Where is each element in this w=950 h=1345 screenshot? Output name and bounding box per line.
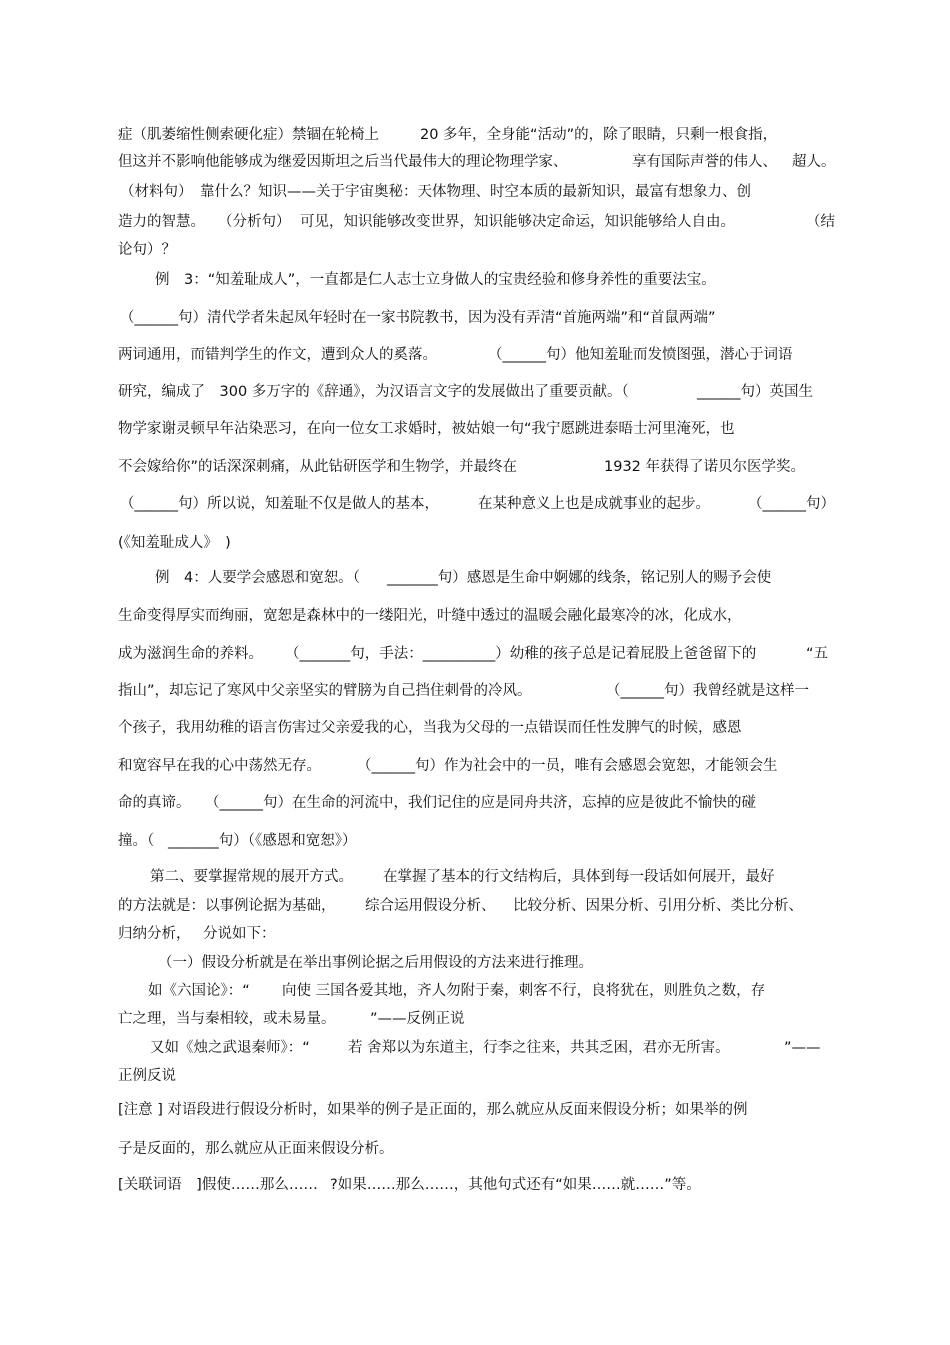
text-segment: 子是反面的，那么就应从正面来假设分析。 [118,1141,394,1157]
text-line [0,605,950,627]
text-segment: 成为滋润生命的养料。 [118,646,263,662]
text-line [0,532,950,554]
text-segment: 论句）？ [118,242,176,258]
text-line [0,1065,950,1087]
text-line [0,755,950,777]
text-segment: 撞。（ [118,833,155,849]
text-segment: （______句）清代学者朱起凤年轻时在一家书院教书，因为没有弄清“首施两端”和“首鼠两端” [120,310,716,326]
text-line [0,830,950,852]
text-segment: ______句）英国生 [697,384,813,400]
text-line [0,493,950,515]
text-segment: （材料句） [120,184,193,200]
text-line [0,866,950,888]
text-segment: 例 3：“知羞耻成人”，一直都是仁人志士立身做人的宝贵经验和修身养性的重要法宝。 [155,272,716,288]
text-segment: ”—— [784,1040,821,1056]
text-segment: 的方法就是：以事例论据为基础， [118,898,336,914]
text-segment: 生命变得厚实而绚丽，宽恕是森林中的一缕阳光，叶缝中透过的温暖会融化最寒冷的冰，化成水， [118,608,742,624]
text-line [0,269,950,291]
text-segment: （______句）我曾经就是这样一 [606,683,809,699]
text-line [0,980,950,1002]
text-line [0,680,950,702]
text-line [0,151,950,173]
text-segment: 物学家谢灵顿早年沾染恶习，在向一位女工求婚时，被姑娘一句“我宁愿跳进泰晤士河里淹死，也 [118,421,735,437]
text-segment: 又如《烛之武退秦师》：“ [150,1040,310,1056]
text-segment: 指山”，却忘记了寒风中父亲坚实的臂膀为自己挡住刺骨的冷风。 [118,683,532,699]
text-line [0,923,950,945]
text-segment: （一）假设分析就是在举出事例论据之后用假设的方法来进行推理。 [158,955,593,971]
text-line [0,567,950,589]
text-segment: 症（肌萎缩性侧索硬化症）禁锢在轮椅上 [118,127,379,143]
text-segment: ”——反例正说 [370,1011,465,1027]
text-segment: 个孩子，我用幼稚的语言伤害过父亲爱我的心，当我为父母的一点错误而任性发脾气的时候，感恩 [118,720,742,736]
text-line [0,381,950,403]
text-line [0,717,950,739]
text-segment: 比较分析、因果分析、引用分析、类比分析、 [513,898,803,914]
text-line [0,239,950,261]
text-segment: _______句）感恩是生命中婀娜的线条，铭记别人的赐予会使 [387,570,772,586]
text-segment: 正例反说 [118,1068,176,1084]
text-segment: 可见，知识能够改变世界，知识能够决定命运，知识能够给人自由。 [300,214,735,230]
text-line [0,211,950,233]
text-segment: 例 4：人要学会感恩和宽恕。（ [155,570,360,586]
text-segment: 亡之理，当与秦相较，或未易量。 [118,1011,336,1027]
text-segment: 和宽容早在我的心中荡然无存。 [118,758,321,774]
text-segment: （______句）作为社会中的一员，唯有会感恩会宽恕，才能领会生 [357,758,778,774]
text-segment: “五 [806,646,829,662]
text-segment: 在掌握了基本的行文结构后，具体到每一段话如何展开，最好 [383,869,775,885]
text-segment: 两词通用，而错判学生的作文，遭到众人的奚落。 [118,347,437,363]
text-line [0,1037,950,1059]
text-segment: [关联词语 ]假使……那么…… [118,1177,318,1193]
text-segment: (《知羞耻成人》 ) [118,535,231,551]
text-segment: 若 舍郑以为东道主，行李之往来，共其乏困，君亦无所害。 [348,1040,730,1056]
text-segment: 20 多年，全身能“活动”的，除了眼睛，只剩一根食指， [420,127,778,143]
text-segment: 靠什么？知识——关于宇宙奥秘：天体物理、时空本质的最新知识，最富有想象力、创 [200,184,751,200]
text-line [0,1008,950,1030]
text-segment: ?如果……那么……，其他句式还有“如果……就……”等。 [330,1177,701,1193]
text-segment: （______句）所以说，知羞耻不仅是做人的基本， [120,496,439,512]
text-segment: （______句）在生命的河流中，我们记住的应是同舟共济，忘掉的应是彼此不愉快的碰 [205,795,756,811]
text-segment: 如《六国论》：“ [148,983,250,999]
text-line [0,1099,950,1121]
text-segment: （______句） [748,496,835,512]
text-segment: （结 [806,214,835,230]
text-line [0,181,950,203]
text-line [0,124,950,146]
text-segment: [注意 ] 对语段进行假设分析时，如果举的例子是正面的，那么就应从反面来假设分析；如果举的例 [118,1102,748,1118]
text-line [0,344,950,366]
text-segment: 综合运用假设分析、 [365,898,496,914]
text-segment: 归纳分析， [118,926,191,942]
text-segment: 研究，编成了 300 多万字的《辞通》，为汉语言文字的发展做出了重要贡献。（ [118,384,629,400]
text-segment: 1932 年获得了诺贝尔医学奖。 [604,459,806,475]
text-line [0,792,950,814]
text-segment: 超人。 [792,154,836,170]
text-segment: 命的真谛。 [118,795,191,811]
text-segment: 在某种意义上也是成就事业的起步。 [478,496,710,512]
text-segment: _______句）（《感恩和宽恕》） [168,833,357,849]
text-segment: （分析句） [218,214,291,230]
text-segment: 不会嫁给你”的话深深刺痛，从此钻研医学和生物学，并最终在 [118,459,518,475]
text-line [0,1138,950,1160]
text-line [0,1174,950,1196]
text-segment: 造力的智慧。 [118,214,205,230]
text-segment: 分说如下： [203,926,276,942]
text-line [0,952,950,974]
text-segment: （______句）他知羞耻而发愤图强，潜心于词语 [488,347,793,363]
text-segment: （_______句，手法：__________）幼稚的孩子总是记着屁股上爸爸留下的 [285,646,757,662]
text-line [0,895,950,917]
text-line [0,643,950,665]
text-segment: 向使 三国各爱其地，齐人勿附于秦，刺客不行，良将犹在，则胜负之数，存 [282,983,766,999]
text-segment: 但这并不影响他能够成为继爱因斯坦之后当代最伟大的理论物理学家、 [118,154,568,170]
text-line [0,307,950,329]
text-segment: 享有国际声誉的伟人、 [632,154,777,170]
text-line [0,456,950,478]
text-line [0,418,950,440]
text-segment: 第二、要掌握常规的展开方式。 [150,869,353,885]
